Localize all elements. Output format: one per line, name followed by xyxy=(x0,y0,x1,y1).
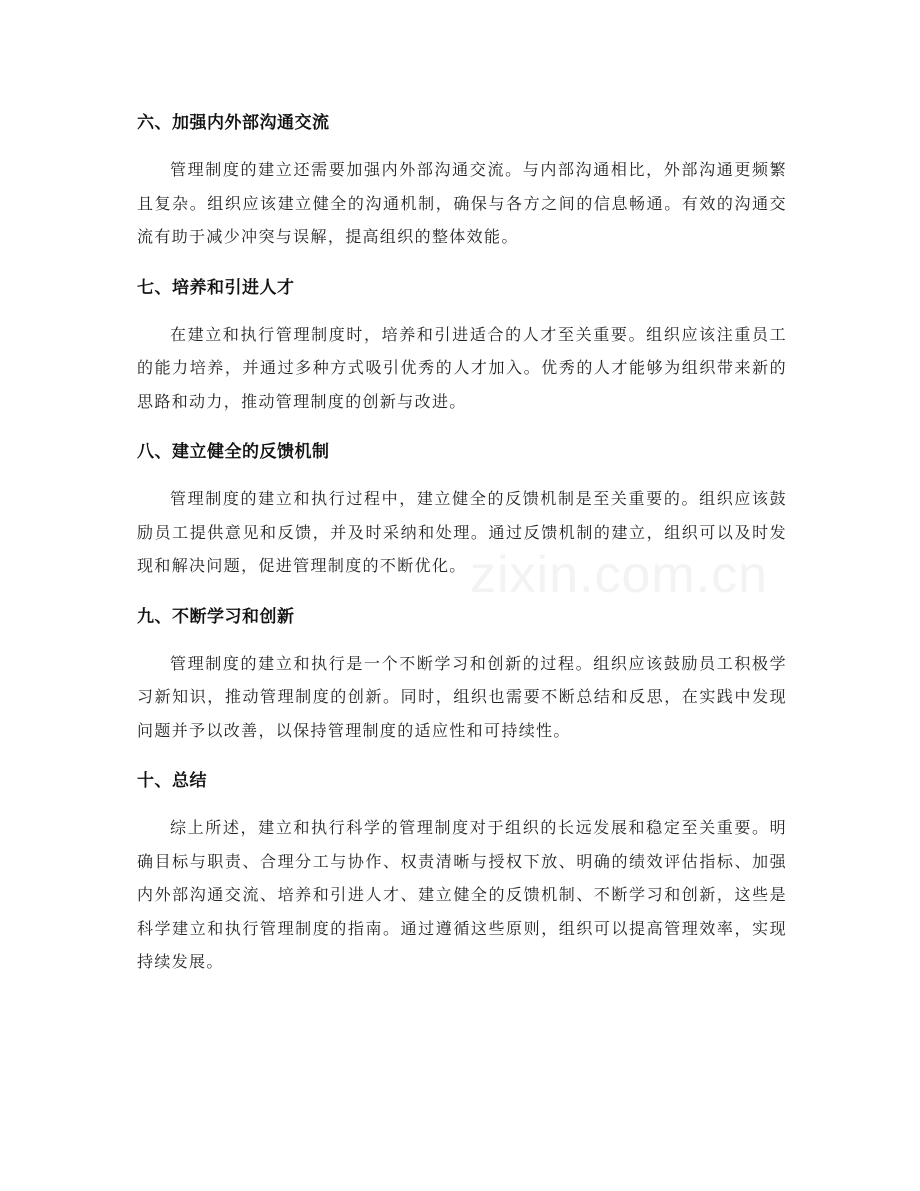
section-paragraph: 管理制度的建立和执行是一个不断学习和创新的过程。组织应该鼓励员工积极学习新知识，推动管理制度的创新。同时，组织也需要不断总结和反思，在实践中发现问题并予以改善，以保持管理制度的适应性和可持续性。 xyxy=(137,653,787,740)
section-heading: 六、加强内外部沟通交流 xyxy=(137,113,330,133)
document-content xyxy=(137,106,787,996)
section-heading: 七、培养和引进人才 xyxy=(137,277,295,298)
section-summary xyxy=(137,764,787,979)
section-talent xyxy=(137,271,787,419)
section-paragraph: 管理制度的建立还需要加强内外部沟通交流。与内部沟通相比，外部沟通更频繁且复杂。组织应该建立健全的沟通机制，确保与各方之间的信息畅通。有效的沟通交流有助于减少冲突与误解，提高组织的整体效能。 xyxy=(137,160,787,246)
section-paragraph: 在建立和执行管理制度时，培养和引进适合的人才至关重要。组织应该注重员工的能力培养，并通过多种方式吸引优秀的人才加入。优秀的人才能够为组织带来新的思路和动力，推动管理制度的创新与改进。 xyxy=(137,324,787,411)
section-paragraph: 管理制度的建立和执行过程中，建立健全的反馈机制是至关重要的。组织应该鼓励员工提供意见和反馈，并及时采纳和处理。通过反馈机制的建立，组织可以及时发现和解决问题，促进管理制度的不断优化。 xyxy=(137,489,787,575)
section-communication xyxy=(137,106,787,254)
section-heading: 八、建立健全的反馈机制 xyxy=(137,442,330,462)
watermark-text: zixin.com.cn xyxy=(470,546,769,604)
section-heading: 九、不断学习和创新 xyxy=(137,606,295,627)
section-feedback xyxy=(137,435,787,583)
section-learning xyxy=(137,600,787,748)
section-paragraph: 综上所述，建立和执行科学的管理制度对于组织的长远发展和稳定至关重要。明确目标与职责、合理分工与协作、权责清晰与授权下放、明确的绩效评估指标、加强内外部沟通交流、培养和引进人才、建立健全的反馈机制、不断学习和创新，这些是科学建立和执行管理制度的指南。通过遵循这些原则，组织可以提高管理效率，实现持续发展。 xyxy=(137,818,787,971)
section-heading: 十、总结 xyxy=(137,771,207,791)
